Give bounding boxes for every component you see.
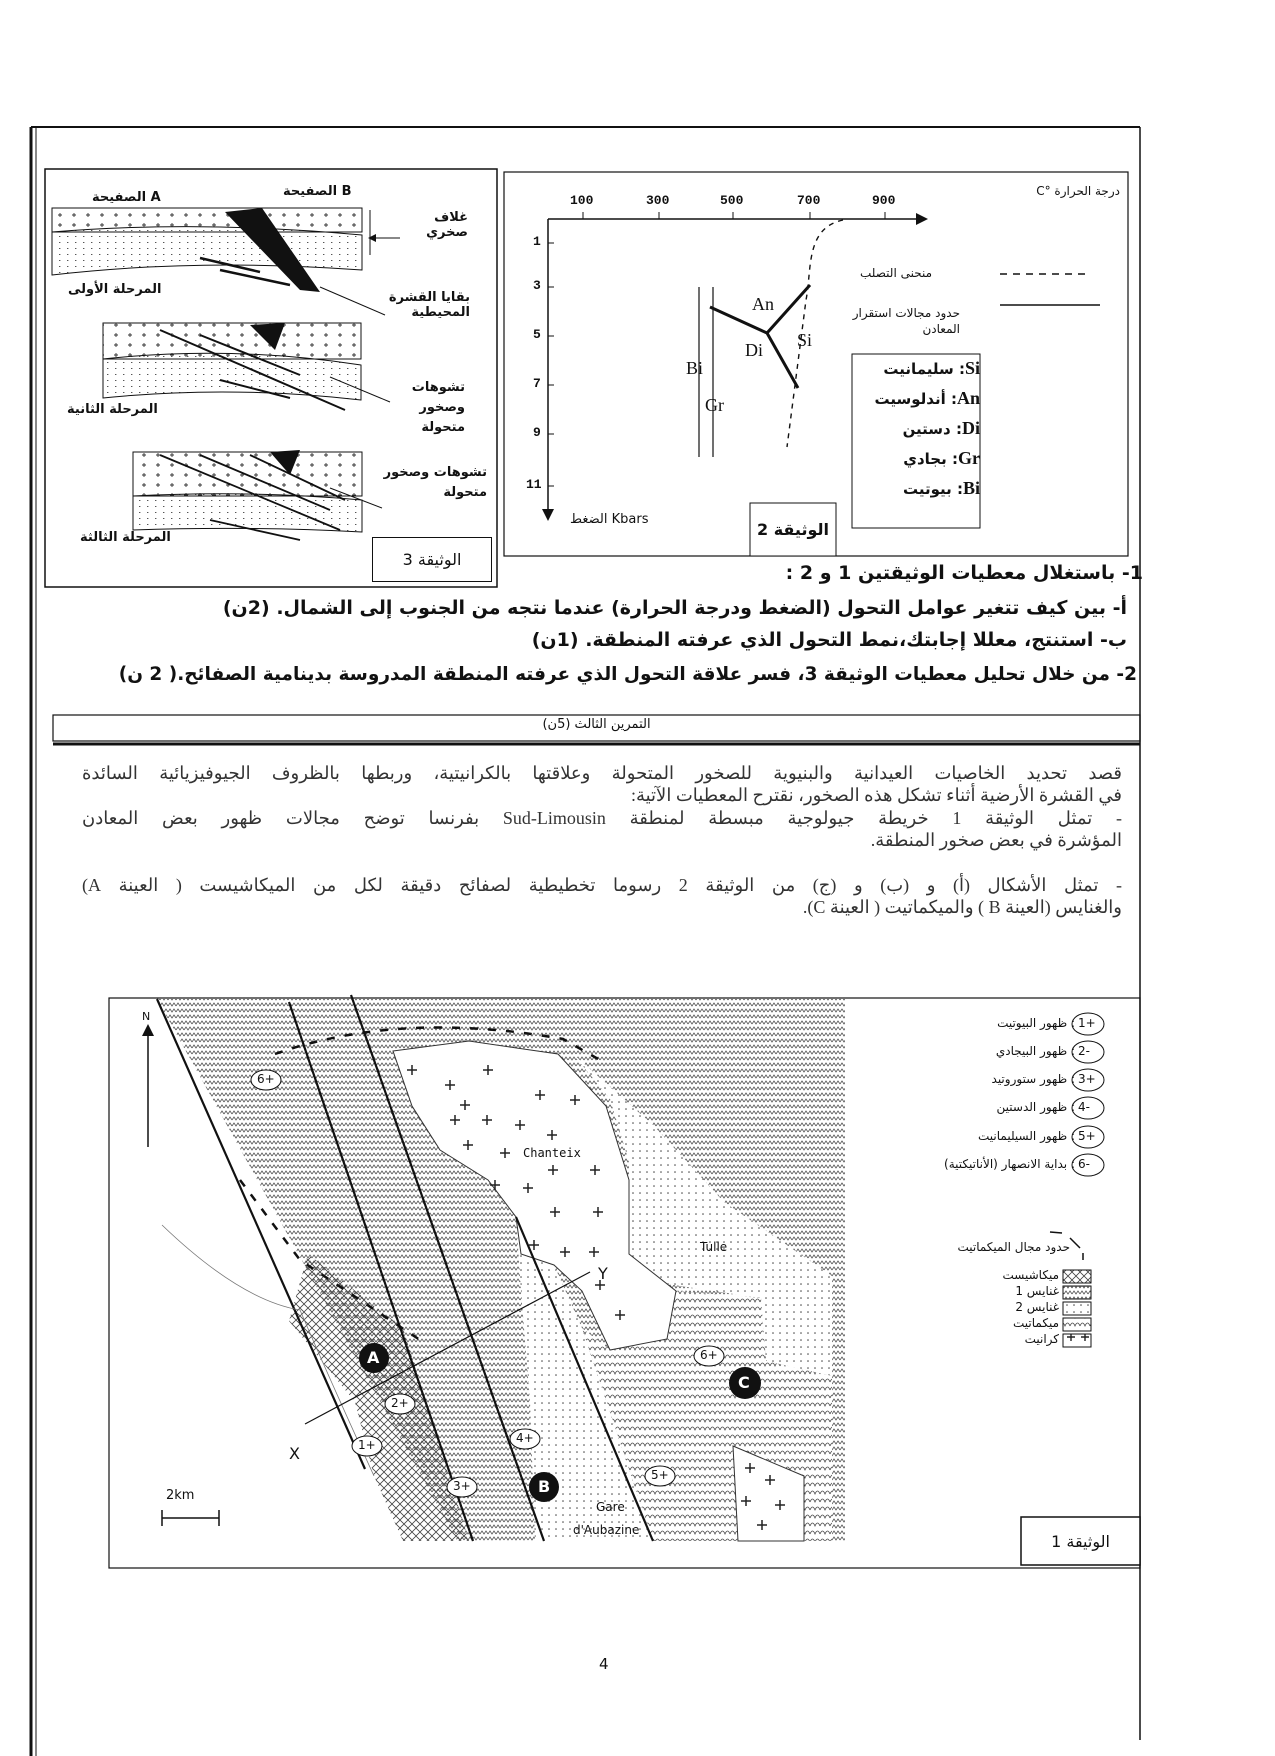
mineral-key-item: An: أندلوسيت (874, 388, 980, 408)
question-1: 1- باستغلال معطيات الوثيقتين 1 و 2 : (785, 562, 1143, 584)
legend-zone-label: : ظهور السيليمانيت (978, 1129, 1075, 1143)
sample-a: A (367, 1348, 380, 1367)
x-tick: 100 (570, 193, 594, 208)
sample-b: B (538, 1477, 551, 1496)
y-tick: 1 (533, 234, 541, 249)
oceanic-remnants-label: بقايا القشرة المحيطية (388, 290, 470, 320)
legend-zone-label: : ظهور البيوتيت (997, 1016, 1075, 1030)
sample-c: C (738, 1373, 750, 1392)
exercise-title: التمرين الثالث (5ن) (542, 717, 651, 732)
di-label: Di (745, 340, 763, 360)
legend-zone-label: : ظهور ستوروتيد (991, 1072, 1075, 1086)
legend-migmatite-boundary: حدود مجال الميكماتيت (957, 1240, 1070, 1254)
bi-label: Bi (686, 358, 704, 378)
section-end-x: X (289, 1444, 300, 1463)
x-tick: 900 (872, 193, 896, 208)
page-number: 4 (599, 1655, 609, 1673)
map-marker: 3+ (453, 1479, 471, 1493)
an-label: An (752, 294, 774, 314)
si-label: Si (797, 330, 813, 350)
y-axis-label: الضغط Kbars (570, 512, 649, 527)
x-tick: 700 (797, 193, 821, 208)
place-chanteix: Chanteix (523, 1146, 581, 1160)
legend-rock-label: ميكماتيت (1012, 1316, 1059, 1330)
x-tick: 500 (720, 193, 744, 208)
y-tick: 5 (533, 327, 541, 342)
question-1b: ب- استنتج، معللا إجابتك،نمط التحول الذي عرفته المنطقة. (1ن) (531, 629, 1127, 651)
legend-rock-label: غنايس 1 (1015, 1284, 1059, 1298)
paragraph-line: - تمثل الأشكال (أ) و (ب) و (ج) من الوثيقة 2 رسوما تخطيطية لصفائح دقيقة لكل من الميكاشيست ( العينة A) (82, 875, 1122, 895)
y-tick: 7 (533, 376, 541, 391)
y-tick: 9 (533, 425, 541, 440)
deformation-label-3: تشوهات وصخور متحولة (383, 465, 487, 500)
question-2: 2- من خلال تحليل معطيات الوثيقة 3، فسر علاقة التحول الذي عرفته المنطقة المدروسة بدينامية الصفائح.( 2 ن) (118, 664, 1137, 685)
map-marker: 6+ (257, 1072, 275, 1086)
mineral-key-item: Si: سليمانيت (883, 358, 980, 378)
mineral-key-item: Bi: بيوتيت (902, 478, 980, 498)
mineral-key-item: Gr: بجادي (903, 448, 980, 468)
y-tick: 11 (526, 477, 542, 492)
stage-2-label: المرحلة الثانية (67, 402, 158, 417)
place-tulle: Tulle (700, 1240, 728, 1254)
map-marker: 2+ (391, 1396, 409, 1410)
legend-solidus-label: منحنى التصلب (860, 266, 933, 280)
legend-zone-label: : ظهور البيجادي (995, 1044, 1075, 1058)
paragraph-line: المؤشرة في بعض صخور المنطقة. (870, 830, 1122, 850)
legend-rock-label: غنايس 2 (1015, 1300, 1059, 1314)
mineral-key-item: Di: دستين (902, 418, 980, 438)
scale-label: 2km (166, 1488, 195, 1503)
plate-b-label: الصفيحة B (283, 184, 352, 199)
legend-zone-mark: 2- (1078, 1044, 1090, 1058)
map-marker: 5+ (651, 1468, 669, 1482)
legend-zone-label: : ظهور الدستين (996, 1100, 1075, 1114)
legend-zone-mark: 3+ (1078, 1072, 1096, 1086)
legend-rock-label: ميكاشيست (1002, 1268, 1059, 1282)
question-1a: أ- بين كيف تتغير عوامل التحول (الضغط ودرجة الحرارة) عندما نتجه من الجنوب إلى الشمال. (2ن) (222, 597, 1127, 619)
section-end-y: Y (598, 1264, 608, 1283)
place-aubazine: d'Aubazine (573, 1523, 640, 1537)
stage-3-label: المرحلة الثالثة (80, 530, 171, 545)
map-marker: 1+ (358, 1438, 376, 1452)
place-gare: Gare (596, 1500, 625, 1514)
legend-zone-mark: 6- (1078, 1157, 1090, 1171)
north-label: N (142, 1010, 151, 1023)
legend-zone-mark: 5+ (1078, 1129, 1096, 1143)
legend-stability-label: حدود مجالات استقرار المعادن (852, 306, 960, 336)
legend-zone-label: : بداية الانصهار (الأناتيكتية) (944, 1157, 1075, 1171)
paragraph-line: - تمثل الوثيقة 1 خريطة جيولوجية مبسطة لمنطقة Sud-Limousin بفرنسا توضح مجالات ظهور بعض المعادن (82, 808, 1123, 828)
legend-zone-mark: 4- (1078, 1100, 1090, 1114)
exercise-intro (82, 763, 1122, 919)
map-marker: 6+ (700, 1348, 718, 1362)
doc1-title: الوثيقة 1 (1051, 1531, 1110, 1551)
doc2-title: الوثيقة 2 (757, 520, 829, 539)
map-marker: 4+ (516, 1431, 534, 1445)
paragraph-line: في القشرة الأرضية أثناء تشكل هذه الصخور، نقترح المعطيات الآتية: (630, 785, 1122, 805)
x-tick: 300 (646, 193, 670, 208)
x-axis-label: درجة الحرارة °C (1036, 184, 1120, 198)
doc2-pt-diagram (504, 172, 1128, 556)
deformation-label-2: تشوهات وصخور متحولة (411, 380, 465, 435)
plate-a-label: الصفيحة A (92, 190, 161, 205)
y-tick: 3 (533, 278, 541, 293)
paragraph-line: قصد تحديد الخاصيات العيدانية والبنيوية للصخور المتحولة وعلاقتها بالكرانيتية، وربطها بالظروف الجيوفيزيائية السائدة (82, 763, 1122, 783)
doc3-title: الوثيقة 3 (372, 537, 492, 582)
legend-rock-label: كرانيت (1024, 1332, 1059, 1346)
sediment-cover-label: غلاف صخري (426, 210, 468, 240)
gr-label: Gr (705, 395, 724, 415)
paragraph-line: والغنايس (العينة B ) والميكماتيت ( العينة C). (802, 897, 1122, 917)
mineral-key (855, 358, 980, 508)
stage-1-label: المرحلة الأولى (68, 282, 162, 297)
legend-zone-mark: 1+ (1078, 1016, 1096, 1030)
